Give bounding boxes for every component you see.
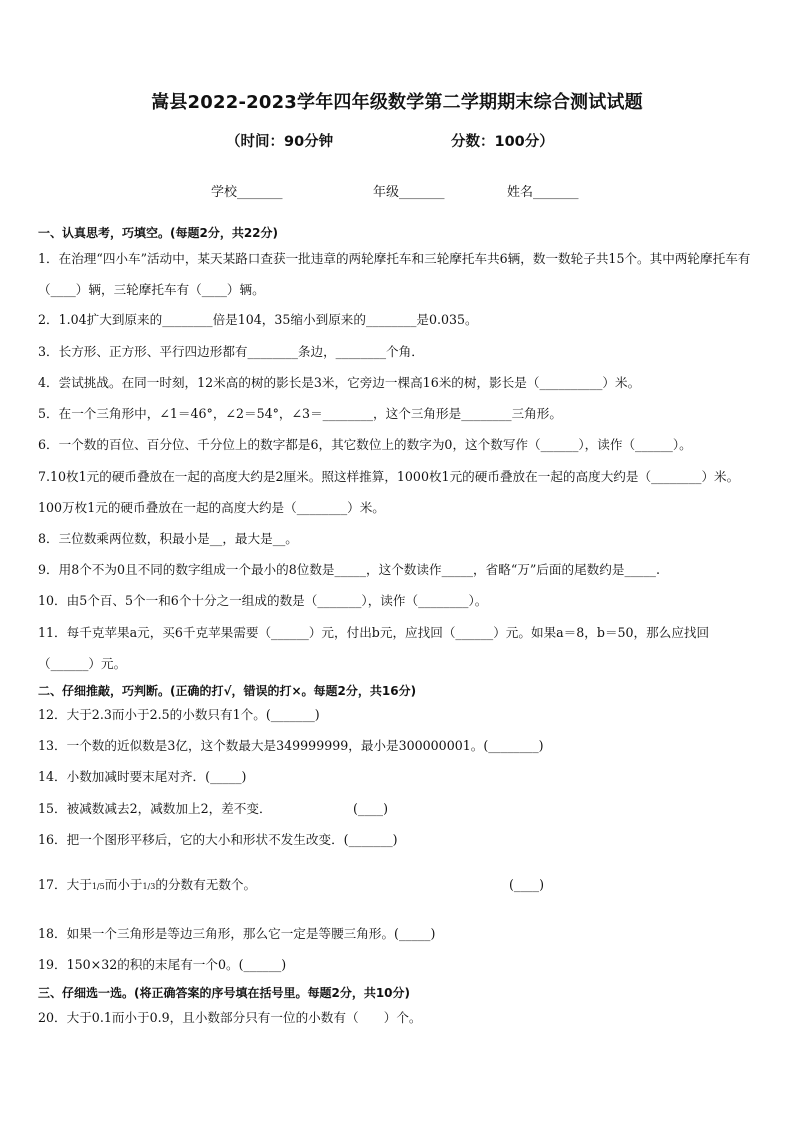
question-17-prefix: 17．大于 [38,877,92,892]
question-9: 9．用8个不为0且不同的数字组成一个最小的8位数是_____，这个数读作_____，省略“万”后面的尾数约是_____. [38,562,660,577]
question-12: 12．大于2.3而小于2.5的小数只有1个。(_______) [38,707,320,722]
grade-field[interactable]: 年级_______ [373,185,445,200]
question-20: 20．大于0.1而小于0.9，且小数部分只有一位的小数有（ ）个。 [38,1010,422,1025]
question-2: 2．1.04扩大到原来的________倍是104，35缩小到原来的________是0.035。 [38,312,478,327]
section-2-heading: 二、仔细推敲，巧判断。(正确的打√，错误的打×。每题2分，共16分) [38,684,417,698]
exam-time: （时间：90分钟 [226,134,334,150]
question-18: 18．如果一个三角形是等边三角形，那么它一定是等腰三角形。(_____) [38,926,436,941]
name-field[interactable]: 姓名_______ [507,185,579,200]
question-1: 1．在治理“四小车”活动中，某天某路口查获一批违章的两轮摩托车和三轮摩托车共6辆，数一数轮子共15个。其中两轮摩托车有（____）辆，三轮摩托车有（____）辆。 [38,251,751,297]
question-4: 4．尝试挑战。在同一时刻，12米高的树的影长是3米，它旁边一棵高16米的树，影长是（__________）米。 [38,375,641,390]
question-17-suffix: 的分数有无数个。 [155,877,257,892]
question-6: 6．一个数的百位、百分位、千分位上的数字都是6，其它数位上的数字为0，这个数写作（______），读作（______）。 [38,437,692,452]
question-13: 13．一个数的近似数是3亿，这个数最大是349999999，最小是300000001。(________) [38,738,544,753]
question-3: 3．长方形、正方形、平行四边形都有________条边，________个角． [38,344,424,359]
question-17-mid: 而小于 [104,877,143,892]
school-field[interactable]: 学校_______ [211,185,283,200]
question-17 [38,870,758,902]
fraction-one-fifth: 1/5 [91,882,105,891]
question-10: 10．由5个百、5个一和6个十分之一组成的数是（_______），读作（________）。 [38,593,488,608]
question-8: 8．三位数乘两位数，积最小是__，最大是__。 [38,531,298,546]
section-3-heading: 三、仔细选一选。(将正确答案的序号填在括号里。每题2分，共10分) [38,986,411,1000]
page-title: 嵩县2022-2023学年四年级数学第二学期期末综合测试试题 [151,92,643,113]
section-1-heading: 一、认真思考，巧填空。(每题2分，共22分) [38,226,279,240]
question-15-text: 15．被减数减去2，减数加上2，差不变． [38,801,272,816]
question-15 [38,794,758,824]
question-11: 11．每千克苹果a元，买6千克苹果需要（______）元，付出b元，应找回（______）元。如果a＝8，b＝50，那么应找回（______）元。 [38,625,710,671]
question-15-blank[interactable]: (____) [353,801,389,816]
exam-info [226,130,626,150]
question-7: 7.10枚1元的硬币叠放在一起的高度大约是2厘米。照这样推算，1000枚1元的硬币叠放在一起的高度大约是（________）米。100万枚1元的硬币叠放在一起的高度大约是（________）米。 [38,469,740,515]
fraction-one-third: 1/3 [142,882,156,891]
question-16: 16．把一个图形平移后，它的大小和形状不发生改变．(_______) [38,832,398,847]
exam-score: 分数：100分） [451,134,554,150]
question-14: 14．小数加减时要末尾对齐．(_____) [38,769,247,784]
question-17-blank[interactable]: (____) [509,877,545,892]
question-5: 5．在一个三角形中，∠1＝46°，∠2＝54°，∠3＝________，这个三角形是________三角形。 [38,406,562,421]
student-fields [0,181,794,201]
question-19: 19．150×32的积的末尾有一个0。(______) [38,957,287,972]
